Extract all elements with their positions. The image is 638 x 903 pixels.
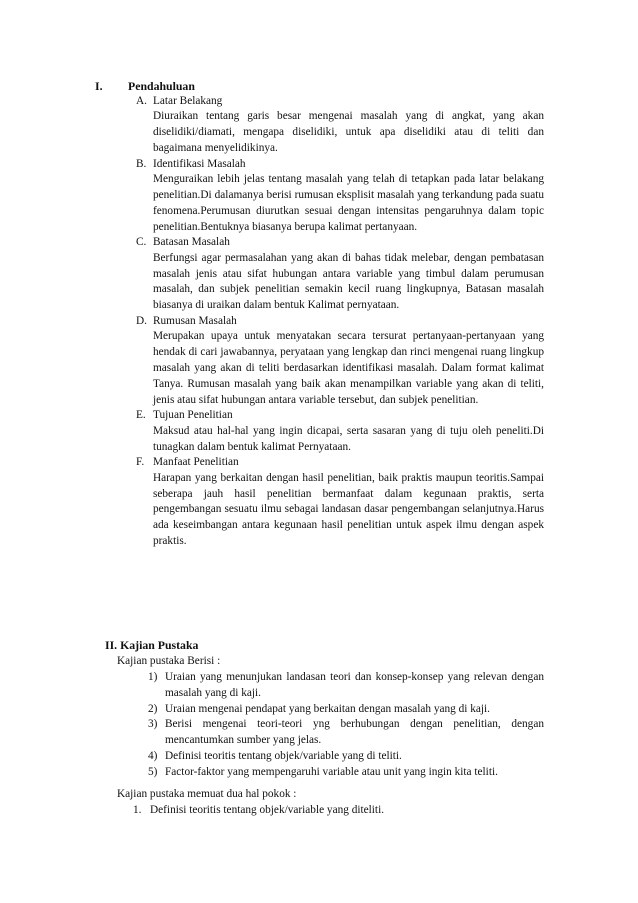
subsection-letter: B.: [136, 157, 147, 170]
subsection-body: Maksud atau hal-hal yang ingin dicapai, serta sasaran yang di tuju oleh peneliti.Di tunagkan dalam bentuk kalimat Pernyataan.: [153, 424, 544, 453]
subsection-body: Harapan yang berkaitan dengan hasil penelitian, baik praktis maupun teoritis.Sampai seberapa jauh hasil penelitian bermanfaat dalam kegunaan praktis, serta pengembangan sesuatu ilmu sebagai landasan dasar pengembangan selanjutnya.Harus ada keseimbangan antara kegunaan hasil penelitian untuk aspek ilmu dengan aspek praktis.: [153, 471, 544, 547]
subsection-letter: C.: [136, 236, 147, 249]
list-number: 2): [148, 702, 158, 715]
list-text: Definisi teoritis tentang objek/variable yang diteliti.: [150, 804, 385, 816]
list-item: [148, 717, 544, 749]
subsection-letter: D.: [136, 314, 147, 327]
subsection-title: Identifikasi Masalah: [153, 157, 246, 170]
list-text: Berisi mengenai teori-teori yng berhubungan dengan penelitian, dengan mencantumkan sumber yang jelas.: [165, 718, 544, 747]
section-title: II. Kajian Pustaka: [105, 638, 199, 652]
list-item: [148, 670, 544, 702]
subsection-body: Diuraikan tentang garis besar mengenai masalah yang di angkat, yang akan diselidiki/diamati, mengapa diselidiki, untuk apa diselidiki atau di teliti dan bagaimana menyelidikinya.: [153, 110, 544, 154]
list-number: 1.: [133, 804, 142, 816]
numbered-list: [148, 670, 544, 781]
list-text: Definisi teoritis tentang objek/variable yang di teliti.: [165, 749, 402, 762]
list-number: 3): [148, 718, 158, 731]
list-item: [148, 765, 544, 781]
list-item: [148, 749, 544, 765]
list-text: Uraian yang menunjukan landasan teori dan konsep-konsep yang relevan dengan masalah yang di kaji.: [165, 671, 544, 699]
subsection-item: [136, 455, 544, 549]
list-item: [133, 803, 543, 819]
subsection-letter: F.: [136, 456, 145, 469]
subsection-title: Rumusan Masalah: [153, 314, 237, 327]
intro-text: Kajian pustaka Berisi :: [117, 655, 221, 667]
subsection-item: [136, 94, 544, 157]
list-number: 5): [148, 765, 158, 778]
subsection-title: Latar Belakang: [153, 95, 223, 107]
list-text: Uraian mengenai pendapat yang berkaitan dengan masalah yang di kaji.: [165, 702, 490, 715]
subsection-body: Merupakan upaya untuk menyatakan secara tersurat pertanyaan-pertanyaan yang hendak di cari jawabannya, peryataan yang lengkap dan rinci mengenai ruang lingkup masalah yang akan di teliti berdasarkan identifikasi masalah. Dalam format kalimat Tanya. Rumusan masalah yang baik akan menampilkan variable yang akan di teliti, jenis atau sifat hubungan antara variable tersebut, dan subjek penelitian.: [153, 330, 544, 406]
subsection-body: Berfungsi agar permasalahan yang akan di bahas tidak melebar, dengan pembatasan masalah jenis atau sifat hubungan antara variable yang timbul dalam perumusan masalah, dan subjek penelitian semakin kecil ruang lingkupnya, Batasan masalah biasanya di uraikan dalam bentuk Kalimat pernyataan.: [153, 251, 544, 312]
section-number: I.: [95, 79, 103, 93]
intro-text: Kajian pustaka memuat dua hal pokok :: [117, 788, 297, 800]
list-number: 1): [148, 671, 158, 683]
subsection-item: [136, 408, 544, 455]
subsection-title: Tujuan Penelitian: [153, 409, 233, 422]
subsection-letter: E.: [136, 409, 146, 422]
subsection-letter: A.: [136, 95, 147, 107]
section-title: Pendahuluan: [128, 79, 195, 93]
subsection-body: Menguraikan lebih jelas tentang masalah yang telah di tetapkan pada latar belakang penelitian.Di dalamanya berisi rumusan eksplisit masalah yang terkandung pada suatu fenomena.Perumusan diurutkan sesuai dengan intensitas pengaruhnya dalam topic penelitian.Bentuknya biasanya berupa kalimat pertanyaan.: [153, 173, 544, 233]
numbered-list: [133, 803, 543, 819]
subsection-list: [136, 94, 544, 550]
list-item: [148, 702, 544, 718]
list-text: Factor-faktor yang mempengaruhi variable atau unit yang ingin kita teliti.: [165, 765, 498, 778]
subsection-item: [136, 314, 544, 408]
subsection-title: Manfaat Penelitian: [153, 456, 239, 469]
subsection-item: [136, 235, 544, 314]
subsection-title: Batasan Masalah: [153, 236, 230, 249]
list-number: 4): [148, 749, 158, 762]
subsection-item: [136, 157, 544, 236]
